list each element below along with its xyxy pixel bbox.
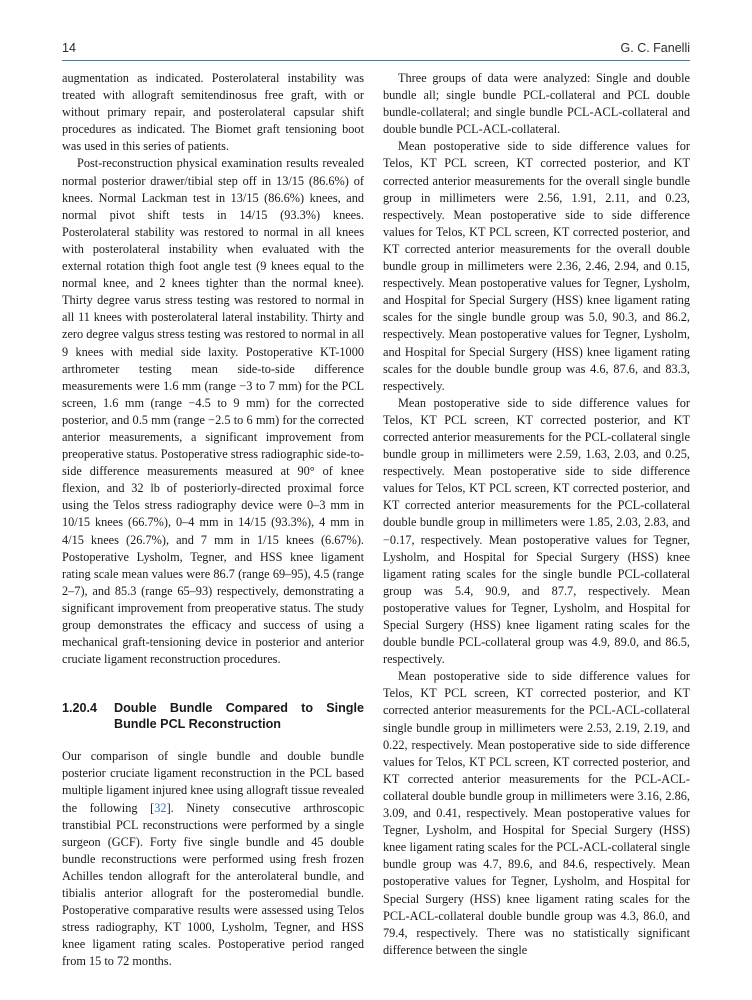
paragraph-pcl-collateral-results: Mean postoperative side to side difference values for Telos, KT PCL screen, KT corrected posterior, and KT corrected anterior measurements for the PCL-collateral single bundle group in millimeters were 2.59, 1.63, 2.03, and 0.25, respectively. Mean postoperative side to side difference values for Telos, KT PCL screen, KT corrected posterior, and KT corrected anterior measurements for the PCL-collateral double bundle group in millimeters were 1.85, 2.03, 2.83, and −0.17, respectively. Mean postoperative values for Tegner, Lysholm, and Hospital for Special Surgery (HSS) knee ligament rating scales for the single bundle PCL-collateral group was 5.4, 90.9, and 87.7, respectively. Mean postoperative values for Tegner, Lysholm, and Hospital for Special Surgery (HSS) knee ligament rating scales for the double bundle PCL-collateral group was 4.9, 89.0, and 86.5, respectively.: [383, 395, 690, 667]
section-heading: [62, 700, 364, 732]
header-rule: [62, 60, 690, 61]
paragraph-data-groups: Three groups of data were analyzed: Single and double bundle all; single bundle PCL-collateral and PCL double bundle-collateral; and single bundle PCL-ACL-collateral and double bundle PCL-ACL-collateral.: [383, 71, 690, 137]
paragraph-comparison: [62, 748, 364, 970]
paragraph-results: Post-reconstruction physical examination results revealed normal posterior drawer/tibial step off in 13/15 (86.6%) of knees. Normal Lackman test in 13/15 (86.6%) knees, and normal pivot shift tests in 14/15 (93.3%) knees. Posterolateral stability was restored to normal in all knees with posterolateral instability when evaluated with the external rotation thigh foot angle test (9 knees equal to the normal knee, and 2 knees tighter than the normal knee). Thirty degree varus stress testing was restored to normal in all 11 knees with posterolateral lateral instability. Thirty and zero degree valgus stress testing was restored to normal in all 9 knees with medial side laxity. Postoperative KT-1000 arthrometer testing mean side-to-side difference measurements were 1.6 mm (range −3 to 7 mm) for the PCL screen, 1.6 mm (range −4.5 to 9 mm) for the corrected posterior, and 0.5 mm (range −2.5 to 6 mm) for the corrected anterior measurements, a significant improvement from preoperative status. Postoperative stress radiographic side-to-side difference measurements measured at 90° of knee flexion, and 32 lb of posteriorly-directed proximal force using the Telos stress radiography device were 0–3 mm in 10/15 knees (66.7%), 0–4 mm in 14/15 (93.3%), 4 mm in 4/15 knees (26.7%), and 7 mm in 1/15 knees (6.67%). Postoperative Lysholm, Tegner, and HSS knee ligament rating scale mean values were 86.7 (range 69–95), 4.5 (range 2–7), and 85.3 (range 65–93) respectively, demonstrating a significant improvement from preoperative status. The study group demonstrates the efficacy and success of using a mechanical graft-tensioning device in posterior and anterior cruciate ligament reconstruction procedures.: [62, 156, 364, 667]
paragraph-continuation: augmentation as indicated. Posterolateral instability was treated with allograft semitendinosus free graft, with or without primary repair, and posterolateral capsular shift procedures as indicated. The Biomet graft tensioning boot was used in this series of patients.: [62, 71, 364, 154]
section-number: 1.20.4: [62, 701, 98, 716]
paragraph-comparison-text-start: Our comparison of single bundle and double bundle posterior cruciate ligament reconstruction in the PCL based multiple ligament injured knee using allograft tissue revealed the following [: [62, 749, 364, 815]
left-column: [62, 70, 364, 971]
paragraph-pcl-acl-collateral-results: Mean postoperative side to side difference values for Telos, KT PCL screen, KT corrected posterior, and KT corrected anterior measurements for the PCL-ACL-collateral single bundle group in millimeters were 2.53, 2.19, 2.19, and 0.22, respectively. Mean postoperative side to side difference values for Telos, KT PCL screen, KT corrected posterior, and KT corrected anterior measurements for the PCL-ACL-collateral double bundle group in millimeters were 3.16, 2.86, 3.09, and 0.41, respectively. Mean postoperative values for Tegner, Lysholm, and Hospital for Special Surgery (HSS) knee ligament rating scales for the PCL-ACL-collateral single bundle group was 4.7, 89.6, and 84.6, respectively. Mean postoperative values for Tegner, Lysholm, and Hospital for Special Surgery (HSS) knee ligament rating scales for the PCL-ACL-collateral double bundle group was 4.3, 86.0, and 79.4, respectively. There was no statistically significant difference between the single: [383, 669, 690, 957]
running-head-author: G. C. Fanelli: [620, 41, 690, 55]
section-title: Double Bundle Compared to Single Bundle PCL Reconstruction: [114, 701, 364, 732]
page-number: 14: [62, 41, 76, 55]
paragraph-comparison-text-end: ]. Ninety consecutive arthroscopic transtibial PCL reconstructions were performed by a single surgeon (GCF). Forty five single bundle and 45 double bundle reconstructions were performed using fresh frozen Achilles tendon allograft for the anterolateral bundle, and tibialis anterior allograft for the posteromedial bundle. Postoperative comparative results were assessed using Telos stress radiography, KT 1000, Lysholm, Tegner, and HSS knee ligament rating scales. Postoperative period ranged from 15 to 72 months.: [62, 800, 364, 969]
right-column: [383, 70, 690, 959]
paragraph-overall-results: Mean postoperative side to side difference values for Telos, KT PCL screen, KT corrected posterior, and KT corrected anterior measurements for the overall single bundle group in millimeters were 2.56, 1.91, 2.11, and 0.23, respectively. Mean postoperative side to side difference values for Telos, KT PCL screen, KT corrected posterior, and KT corrected anterior measurements for the overall double bundle group in millimeters were 2.36, 2.46, 2.94, and 0.15, respectively. Mean postoperative values for Tegner, Lysholm, and Hospital for Special Surgery (HSS) knee ligament rating scales for the single bundle group was 5.0, 90.3, and 86.2, respectively. Mean postoperative values for Tegner, Lysholm, and Hospital for Special Surgery (HSS) knee ligament rating scales for the double bundle group was 4.6, 87.6, and 83.3, respectively.: [383, 139, 690, 393]
citation-link[interactable]: 32: [154, 800, 167, 815]
